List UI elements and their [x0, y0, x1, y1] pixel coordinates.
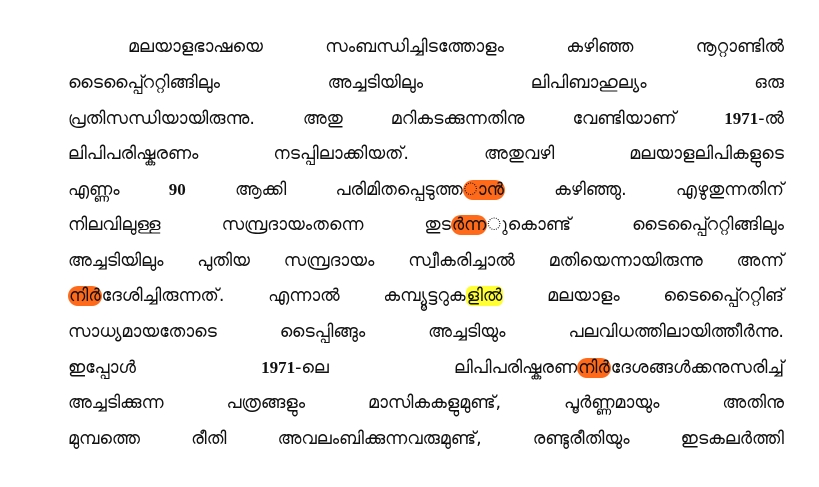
word-text: 1971 [261, 358, 296, 378]
word-text: സംബന്ധിച്ചിടത്തോളം [325, 37, 504, 57]
word-text: പത്രങ്ങളും [226, 392, 306, 413]
word [284, 244, 375, 280]
malayalam-paragraph [68, 30, 784, 457]
word [428, 315, 505, 351]
word-text: -ൽ [758, 109, 784, 130]
word-text: 90 [168, 180, 186, 200]
text-line [68, 172, 784, 208]
word [424, 208, 571, 244]
word [533, 422, 630, 458]
word-text: അന്ന് [736, 250, 784, 271]
word [197, 244, 250, 280]
word-text: ടൈപ്പ്റൈറ്റിങ്ങിലും [632, 214, 784, 235]
highlight-yellow: ളിൽ [466, 286, 503, 307]
text-line [68, 208, 784, 244]
word [368, 386, 501, 422]
word [325, 30, 504, 66]
text-line [68, 315, 784, 351]
word-text: 1971 [724, 109, 759, 129]
word [235, 173, 286, 209]
word [191, 422, 226, 458]
word [549, 244, 703, 280]
word-text: മലയാളലിപികളുടെ [629, 143, 784, 164]
word-text: ദേശിച്ചിരുന്നത്. [101, 286, 225, 307]
word-text: അതിനു [722, 392, 784, 413]
word-text: നിലവിലുള്ള [68, 214, 161, 235]
word-text: കഴിഞ്ഞു. [554, 180, 627, 201]
word [169, 172, 186, 209]
word-text: രണ്ടുരീതിയും [532, 428, 630, 449]
word-text: എന്നാൽ [268, 286, 340, 307]
document-body [68, 30, 784, 457]
word-text: മലയാളഭാഷയെ [128, 37, 263, 57]
word-text: രീതി [191, 428, 227, 449]
word [68, 386, 164, 422]
word-text: നൂറ്റാണ്ടിൽ [695, 37, 784, 57]
word [68, 315, 217, 351]
word [408, 244, 515, 280]
word [754, 66, 784, 102]
word-text: ലിപിപരിഷ്കരണ [454, 358, 578, 379]
word [303, 102, 343, 138]
word-text: കഴിഞ്ഞ [566, 37, 634, 57]
word [261, 350, 329, 387]
word [335, 173, 504, 209]
word-text: മലയാളം [547, 286, 620, 307]
text-line [68, 350, 784, 386]
word-text: -ലെ [295, 358, 329, 379]
word [68, 102, 255, 138]
word-text: എണ്ണം [68, 180, 120, 201]
word [68, 137, 198, 173]
text-line [68, 66, 784, 102]
highlight-orange: നിർ [69, 286, 101, 307]
word-text: പുതിയ [197, 250, 250, 271]
word-text: നടപ്പിലാക്കിയത്. [273, 143, 409, 164]
word-text: മറികടക്കുന്നതിനു [390, 109, 525, 130]
word [554, 173, 627, 209]
word-text: അതുവഴി [483, 143, 555, 164]
word-text: ടൈപ്പ്റൈറ്റിങ് [663, 286, 784, 307]
word-text: തുട [424, 214, 451, 235]
word [632, 208, 784, 244]
word [564, 386, 659, 422]
word-text: വേണ്ടിയാണ് [572, 109, 677, 130]
word [454, 351, 784, 387]
word-text: മാസികകളുമുണ്ട്, [368, 392, 502, 413]
word-text: കമ്പ്യൂട്ടറുക [383, 286, 466, 307]
highlight-orange: നിർ [578, 358, 610, 379]
text-line [68, 30, 784, 66]
word [531, 66, 647, 102]
word [128, 30, 263, 66]
word [222, 208, 364, 244]
word [663, 279, 784, 315]
highlight-orange: ർന്ന [451, 214, 487, 235]
word-text: മതിയെന്നായിരുന്നു [548, 250, 703, 271]
word [629, 137, 784, 173]
word [280, 315, 365, 351]
word-text: അച്ചടിയും [428, 321, 506, 342]
word [68, 173, 120, 209]
word [68, 351, 136, 387]
word-text: സമ്പ്രദായംതന്നെ [221, 214, 364, 235]
word [681, 422, 784, 458]
highlight-orange: ാൻ [463, 180, 504, 201]
word [547, 279, 620, 315]
word-text: ആക്കി [234, 180, 287, 201]
word [568, 315, 784, 351]
word [268, 279, 339, 315]
word [724, 101, 784, 138]
word-text: പലവിധത്തിലായിത്തീർന്നു. [568, 321, 784, 342]
word-text: ഇടകലർത്തി [680, 428, 784, 449]
word-text: അച്ചടിക്കുന്ന [68, 392, 164, 413]
word [572, 102, 676, 138]
word [273, 137, 409, 173]
word [676, 173, 784, 209]
word [226, 386, 305, 422]
word [68, 279, 224, 315]
word-text: ഇപ്പോൾ [68, 358, 136, 379]
word-text: പൂർണ്ണമായും [564, 392, 660, 413]
text-line [68, 422, 784, 458]
word-text: അച്ചടിയിലും [68, 250, 164, 271]
word [68, 66, 220, 102]
word [68, 208, 161, 244]
word-text: പരിമിതപ്പെടുത്ത [335, 180, 463, 201]
word [722, 386, 784, 422]
word-text: ുകൊണ്ട് [487, 214, 571, 235]
word [391, 102, 525, 138]
word [278, 422, 482, 458]
word [68, 422, 140, 458]
word [383, 279, 503, 315]
word-text: ദേശങ്ങൾക്കനുസരിച്ച് [610, 358, 784, 379]
word-text: ടൈപ്പ്റൈറ്റിങ്ങിലും [68, 72, 220, 93]
word [737, 244, 784, 280]
word-text: മുമ്പത്തെ [68, 428, 140, 449]
text-line [68, 244, 784, 280]
word-text: എഴുതുന്നതിന് [675, 180, 784, 201]
word [68, 244, 163, 280]
word-text: അവലംബിക്കുന്നവരുമുണ്ട്, [277, 428, 482, 449]
word-text: ലിപിബാഹുല്യം [530, 72, 647, 93]
word-text: ടൈപ്പിങ്ങും [279, 321, 366, 342]
word-text: സ്വീകരിച്ചാൽ [408, 250, 515, 271]
word-text: സാധ്യമായതോടെ [68, 321, 217, 342]
word-text: സമ്പ്രദായം [283, 250, 375, 271]
word-text: അതു [302, 109, 343, 130]
word [696, 30, 784, 66]
word-text: പ്രതിസന്ധിയായിരുന്നു. [68, 109, 255, 130]
text-line [68, 386, 784, 422]
word-text: ലിപിപരിഷ്കരണം [68, 143, 199, 164]
word [328, 66, 423, 102]
word [566, 30, 633, 66]
text-line [68, 137, 784, 173]
text-line [68, 101, 784, 137]
text-line [68, 279, 784, 315]
word-text: ഒരു [754, 72, 784, 93]
word [484, 137, 554, 173]
word-text: അച്ചടിയിലും [327, 72, 424, 93]
